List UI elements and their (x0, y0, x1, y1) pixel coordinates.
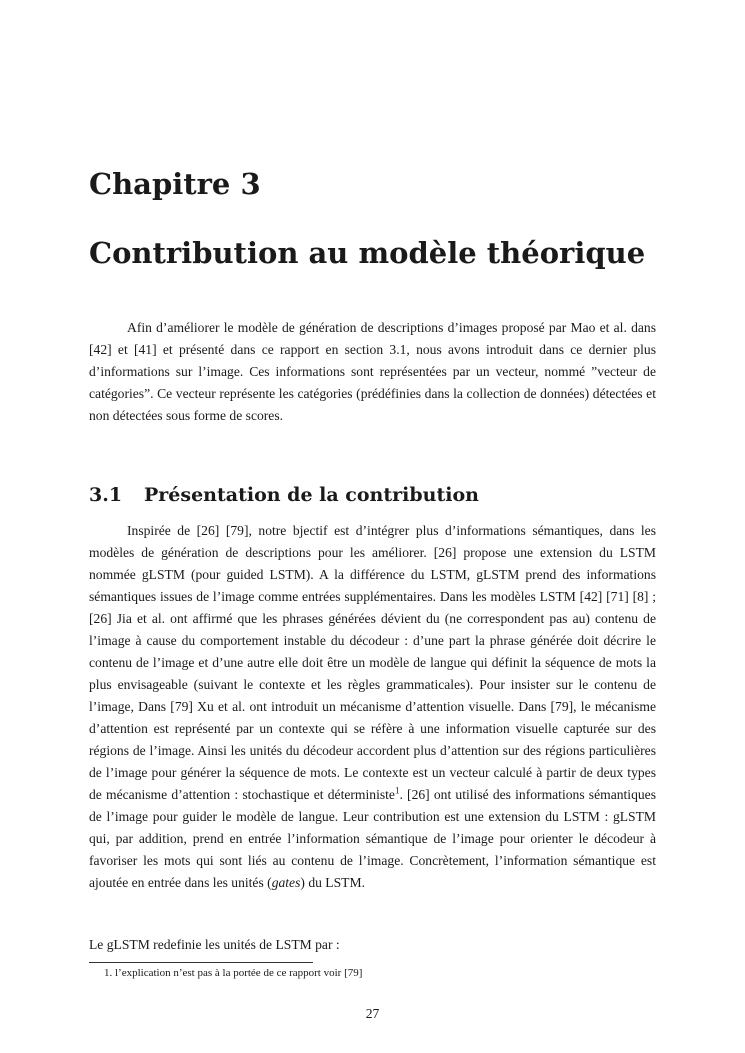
section-title: Présentation de la contribution (144, 484, 479, 506)
body-text-part3: ) du LSTM. (300, 875, 365, 890)
body-last-line: Le gLSTM redefinie les unités de LSTM par : (89, 937, 340, 952)
footnote-divider (89, 962, 313, 963)
page-number: 27 (365, 1006, 380, 1021)
gates-term: gates (271, 875, 301, 890)
body-text-part1: Inspirée de [26] [79], notre bjectif est d’intégrer plus d’informations sémantiques, dans les modèles de génération de descriptions pour les améliorer. [26] propose une extension du LSTM nommée gLSTM (pour guided LSTM). A la différence du LSTM, gLSTM prend des informations sémantiques issues de l’image comme entrées supplémentaires. Dans les modèles LSTM [42] [71] [8] ; [26] Jia et al. ont affirmé que les phrases générées dévient du (ne correspondent pas au) contenu de l’image à cause du comportement instable du décodeur : d’une part la phrase générée doit décrire le contenu de l’image et d’une autre elle doit être un modèle de langue qui définit la séquence de mots la plus envisageable (suivant le contexte et les règles grammaticales). Pour insister sur le contenu de l’image, Dans [79] Xu et al. ont introduit un mécanisme d’attention visuelle. Dans [79], le mécanisme d’attention est représenté par un contexte qui se réfère à une information visuelle capturée sur des régions de l’image. Ainsi les unités du décodeur accordent plus d’attention sur des régions particulières de l’image pour générer la séquence de mots. Le contexte est un vecteur calculé à partir de deux types de mécanisme d’attention : stochastique et déterministe (89, 523, 656, 802)
chapter-label: Chapitre 3 (89, 167, 261, 201)
body-text-part2: . [26] ont utilisé des informations sémantiques de l’image pour guider le modèle de langue. Leur contribution est une extension du LSTM : gLSTM qui, par addition, prend en entrée l’information sémantique de l’image pour orienter le décodeur à favoriser les mots qui sont liés au contenu de l’image. Concrètement, l’information sémantique est ajoutée en entrée dans les unités ( (89, 787, 656, 890)
intro-paragraph: Afin d’améliorer le modèle de génération de descriptions d’images proposé par Mao et al. dans [42] et [41] et présenté dans ce rapport en section 3.1, nous avons introduit dans ce dernier plus d’informations sur l’image. Ces informations sont représentées par un vecteur, nommé ”vecteur de catégories”. Ce vecteur représente les catégories (prédéfinies dans la collection de données) détectées et non détectées sous forme de scores. (89, 320, 656, 423)
body-paragraph (89, 520, 656, 894)
section-heading (89, 482, 479, 508)
footnote-marker[interactable]: 1 (394, 785, 400, 796)
footnote-text: 1. l’explication n’est pas à la portée de ce rapport voir [79] (104, 967, 363, 979)
chapter-title: Contribution au modèle théorique (89, 236, 646, 270)
section-number: 3.1 (89, 484, 123, 506)
